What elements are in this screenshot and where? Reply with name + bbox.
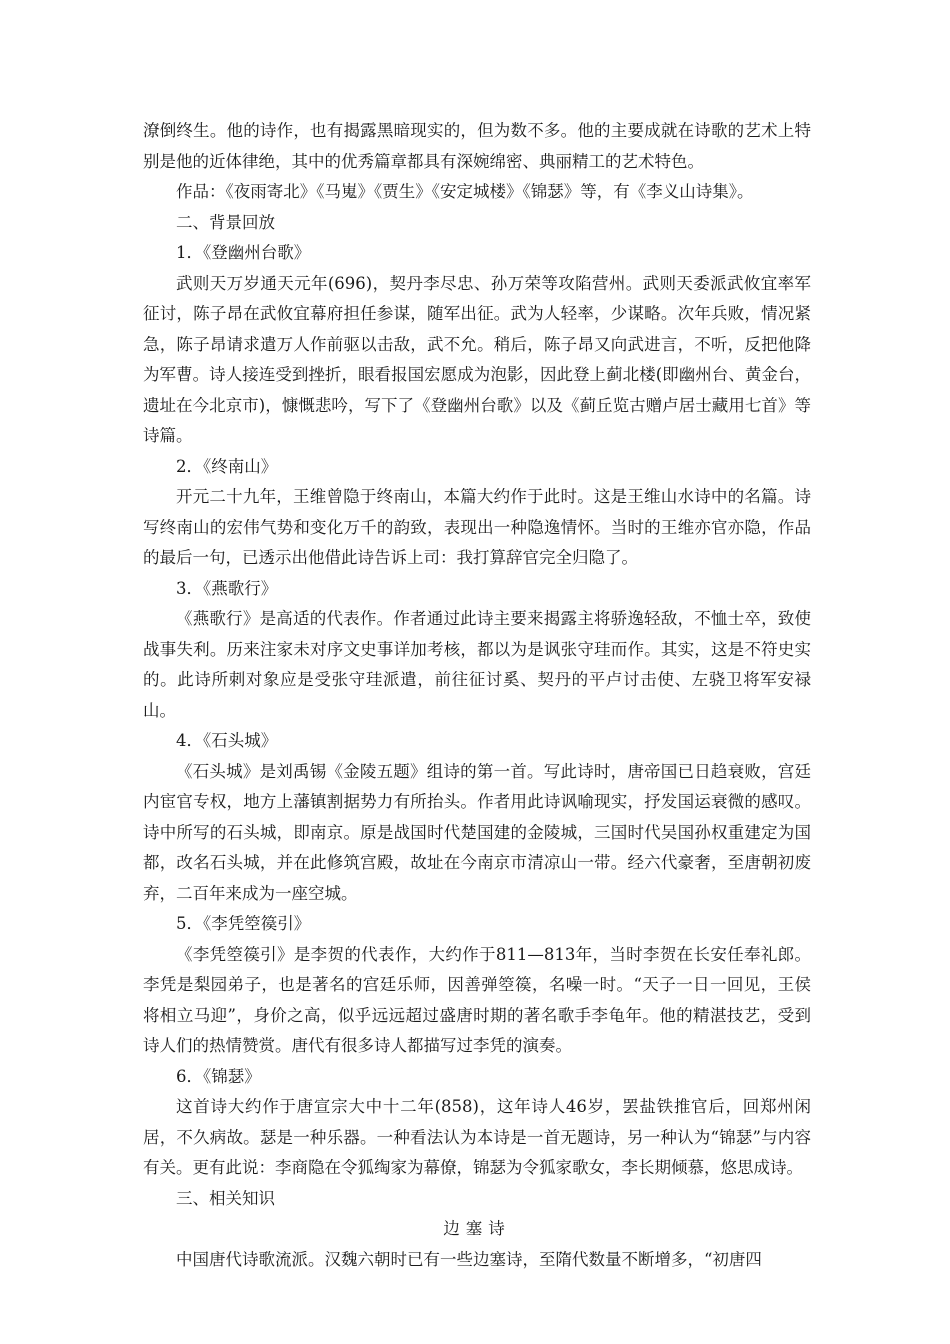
item-title-2: 2．《终南山》 <box>176 456 278 476</box>
section-heading-background: 二、背景回放 <box>176 212 275 232</box>
item-title-5: 5．《李凭箜篌引》 <box>176 914 311 933</box>
item-title-1: 1．《登幽州台歌》 <box>176 243 311 262</box>
intro-paragraph: 潦倒终生。他的诗作，也有揭露黑暗现实的，但为数不多。他的主要成就在诗歌的艺术上特别是他的近体律绝，其中的优秀篇章都具有深婉绵密、典丽精工的艺术特色。 <box>143 121 811 171</box>
item-body-5: 《李凭箜篌引》是李贺的代表作，大约作于811—813年，当时李贺在长安任奉礼郎。李凭是梨园弟子，也是著名的宫廷乐师，因善弹箜篌，名噪一时。“天子一日一回见，王侯将相立马迎”，身价之高，似乎远远超过盛唐时期的著名歌手李龟年。他的精湛技艺，受到诗人们的热情赞赏。唐代有很多诗人都描写过李凭的演奏。 <box>143 944 811 1055</box>
works-list: 作品：《夜雨寄北》《马嵬》《贾生》《安定城楼》《锦瑟》等，有《李义山诗集》。 <box>176 182 754 201</box>
item-body-1: 武则天万岁通天元年(696)，契丹李尽忠、孙万荣等攻陷营州。武则天委派武攸宜率军征讨，陈子昂在武攸宜幕府担任参谋，随军出征。武为人轻率，少谋略。次年兵败，情况紧急，陈子昂请求遣万人作前驱以击敌，武不允。稍后，陈子昂又向武进言，不听，反把他降为军曹。诗人接连受到挫折，眼看报国宏愿成为泡影，因此登上蓟北楼(即幽州台、黄金台，遗址在今北京市)，慷慨悲吟，写下了《登幽州台歌》以及《蓟丘览古赠卢居士藏用七首》等诗篇。 <box>143 273 811 445</box>
subheading-frontier-poetry: 边塞诗 <box>443 1219 511 1238</box>
item-title-6: 6．《锦瑟》 <box>176 1066 261 1086</box>
document-page <box>143 116 811 1275</box>
item-body-2: 开元二十九年，王维曾隐于终南山，本篇大约作于此时。这是王维山水诗中的名篇。诗写终南山的宏伟气势和变化万千的韵致，表现出一种隐逸情怀。当时的王维亦官亦隐，作品的最后一句，已透示出他借此诗告诉上司：我打算辞官完全归隐了。 <box>143 487 811 567</box>
item-body-6: 这首诗大约作于唐宣宗大中十二年(858)，这年诗人46岁，罢盐铁推官后，回郑州闲居，不久病故。瑟是一种乐器。一种看法认为本诗是一首无题诗，另一种认为“锦瑟”与内容有关。更有此说：李商隐在令狐绹家为幕僚，锦瑟为令狐家歌女，李长期倾慕，悠思成诗。 <box>143 1097 811 1177</box>
section-heading-knowledge: 三、相关知识 <box>176 1188 275 1208</box>
item-body-4: 《石头城》是刘禹锡《金陵五题》组诗的第一首。写此诗时，唐帝国已日趋衰败，宫廷内宦官专权，地方上藩镇割据势力有所抬头。作者用此诗讽喻现实，抒发国运衰微的感叹。诗中所写的石头城，即南京。原是战国时代楚国建的金陵城，三国时代吴国孙权重建定为国都，改名石头城，并在此修筑宫殿，故址在今南京市清凉山一带。经六代豪奢，至唐朝初废弃，二百年来成为一座空城。 <box>143 761 811 903</box>
item-title-4: 4．《石头城》 <box>176 731 278 750</box>
item-body-3: 《燕歌行》是高适的代表作。作者通过此诗主要来揭露主将骄逸轻敌，不恤士卒，致使战事失利。历来注家未对序文史事详加考核，都以为是讽张守珪而作。其实，这是不符史实的。此诗所刺对象应是受张守珪派遣，前往征讨奚、契丹的平卢讨击使、左骁卫将军安禄山。 <box>143 609 811 720</box>
item-title-3: 3．《燕歌行》 <box>176 578 278 598</box>
frontier-poetry-body: 中国唐代诗歌流派。汉魏六朝时已有一些边塞诗，至隋代数量不断增多，“初唐四 <box>176 1249 762 1269</box>
